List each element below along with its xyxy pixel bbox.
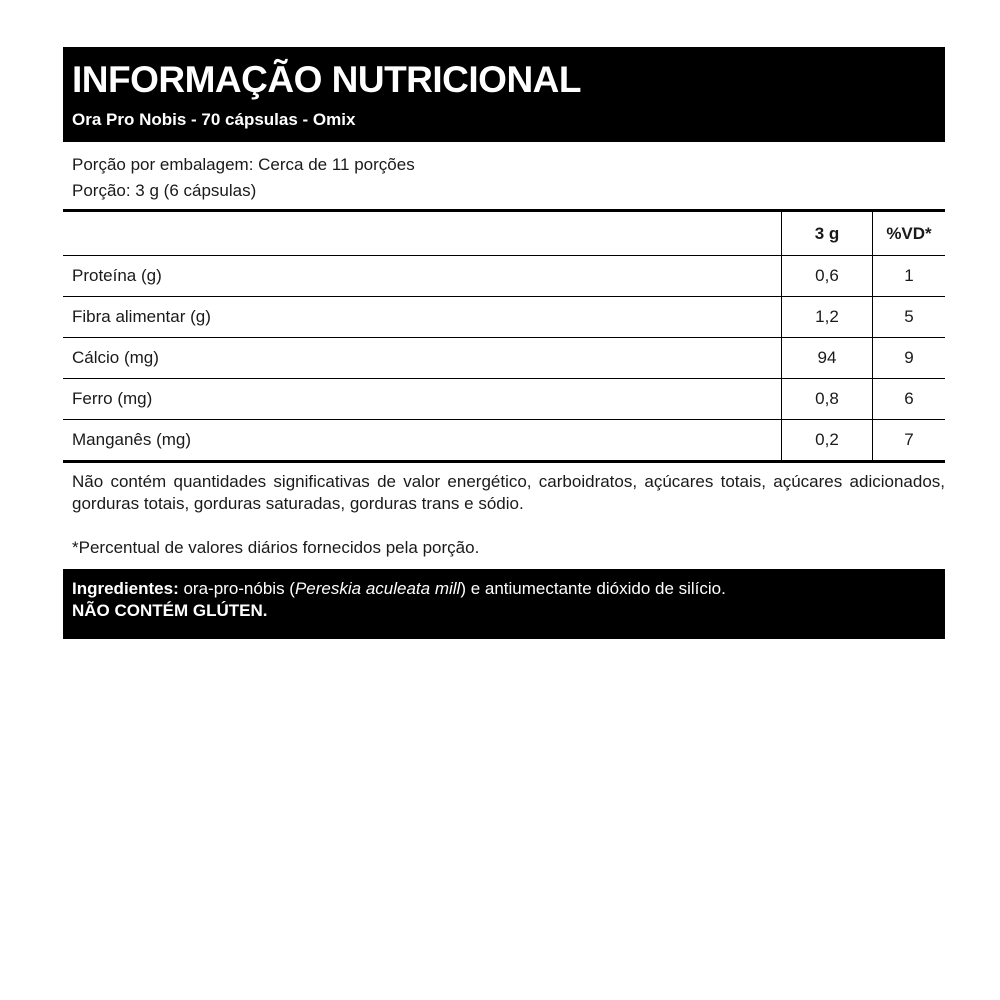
nutrient-name: Ferro (mg) <box>63 379 782 420</box>
nutrient-name: Proteína (g) <box>63 256 782 297</box>
nutrition-header <box>63 47 945 142</box>
nutrient-daily-value: 6 <box>873 379 946 420</box>
table-row <box>63 256 945 297</box>
product-name: Ora Pro Nobis - 70 cápsulas - Omix <box>72 110 356 129</box>
daily-value-footnote: *Percentual de valores diários fornecidos pela porção. <box>72 538 480 557</box>
nutrient-name: Fibra alimentar (g) <box>63 297 782 338</box>
nutrient-amount: 1,2 <box>782 297 873 338</box>
table-row <box>63 420 945 462</box>
nutrition-notes <box>63 463 945 559</box>
ingredients-text-end: ) e antiumectante dióxido de silício. <box>460 579 726 598</box>
gluten-warning: NÃO CONTÉM GLÚTEN. <box>72 601 268 620</box>
table-header-row <box>63 211 945 256</box>
column-header-nutrient <box>63 211 782 256</box>
ingredients-line <box>72 578 936 600</box>
ingredients-box <box>63 569 945 639</box>
table-row <box>63 297 945 338</box>
column-header-amount: 3 g <box>782 211 873 256</box>
nutrient-daily-value: 5 <box>873 297 946 338</box>
nutrient-amount: 0,2 <box>782 420 873 462</box>
not-significant-note: Não contém quantidades significativas de valor energético, carboidratos, açúcares totais, açúcares adicionados, gorduras totais, gorduras saturadas, gorduras trans e sódio. <box>72 472 945 513</box>
nutrient-name: Manganês (mg) <box>72 430 192 449</box>
serving-info <box>63 142 945 209</box>
ingredients-label: Ingredientes: <box>72 579 179 598</box>
nutrition-table <box>63 209 945 463</box>
servings-per-package: Porção por embalagem: Cerca de 11 porções <box>72 155 415 174</box>
nutrition-facts-panel <box>63 47 945 639</box>
nutrient-amount: 94 <box>782 338 873 379</box>
table-row <box>63 379 945 420</box>
scientific-name: Pereskia aculeata mill <box>294 579 461 598</box>
nutrient-name: Cálcio (mg) <box>63 338 782 379</box>
nutrient-daily-value: 1 <box>873 256 946 297</box>
ingredients-text: ora-pro-nóbis ( <box>178 579 295 598</box>
page-title: INFORMAÇÃO NUTRICIONAL <box>72 59 582 100</box>
column-header-daily-value: %VD* <box>873 211 946 256</box>
nutrient-daily-value: 7 <box>873 420 946 462</box>
table-row <box>63 338 945 379</box>
serving-size: Porção: 3 g (6 cápsulas) <box>72 181 257 200</box>
nutrient-amount: 0,8 <box>782 379 873 420</box>
nutrient-amount: 0,6 <box>782 256 873 297</box>
nutrient-daily-value: 9 <box>873 338 946 379</box>
